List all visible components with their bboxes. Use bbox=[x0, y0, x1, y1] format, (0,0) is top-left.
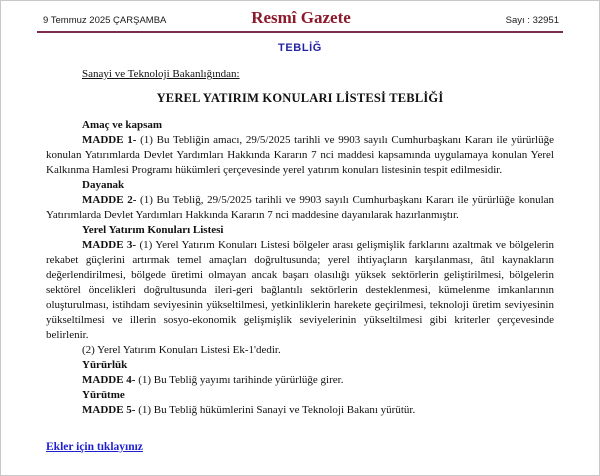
attachments-link[interactable]: Ekler için tıklayınız bbox=[46, 441, 143, 453]
article-label-madde-4: MADDE 4- bbox=[82, 374, 136, 386]
article-label-madde-1: MADDE 1- bbox=[82, 134, 137, 146]
document-title: YEREL YATIRIM KONULARI LİSTESİ TEBLİĞİ bbox=[156, 91, 444, 105]
article-madde-2 bbox=[46, 193, 554, 223]
article-madde-4 bbox=[46, 373, 554, 388]
article-madde-5 bbox=[46, 403, 554, 418]
article-madde-1 bbox=[46, 133, 554, 178]
article-madde-3-fikra-2: (2) Yerel Yatırım Konuları Listesi Ek-1'dedir. bbox=[82, 344, 281, 356]
article-label-madde-5: MADDE 5- bbox=[82, 404, 136, 416]
article-text-madde-5: (1) Bu Tebliğ hükümlerini Sanayi ve Teknoloji Bakanı yürütür. bbox=[138, 404, 416, 416]
issuer-line bbox=[46, 67, 554, 82]
article-madde-3 bbox=[46, 238, 554, 343]
article-text-madde-3: (1) Yerel Yatırım Konuları Listesi bölgeler arası gelişmişlik farklarını azaltmak ve bölgelerin rekabet güçlerini artırmak temel amaçları doğrultusunda; yerel ihtiyaçların karşılanması, âtıl kaynakların değerlendirilmesi, bölgede üretimi olmayan ancak başarı olasılığı yüksek sektörlerin geliştirilmesi, bölgelerin sektörel öncelikleri doğrultusunda ileri-geri bağlantılı sektörlerin desteklenmesi, kümelenme imkanlarının oluşturulması, istihdam seviyesinin yükseltilmesi, yetkinliklerin harekete geçirilmesi, teknoloji üretim seviyesinin yükseltilmesi ve illerin sosyo-ekonomik gelişmişlik seviyelerinin yükseltilmesi gibi kriterler çerçevesinde belirlenir. bbox=[46, 239, 554, 341]
issuer-name: Sanayi ve Teknoloji Bakanlığından: bbox=[82, 68, 240, 80]
gazette-date: 9 Temmuz 2025 ÇARŞAMBA bbox=[43, 15, 167, 26]
heading-dayanak: Dayanak bbox=[82, 179, 125, 191]
article-label-madde-2: MADDE 2- bbox=[82, 194, 137, 206]
gazette-masthead bbox=[1, 1, 599, 28]
document-body bbox=[1, 54, 599, 455]
section-label-teblig: TEBLİĞ bbox=[278, 42, 322, 54]
heading-yurutme: Yürütme bbox=[82, 389, 125, 401]
article-text-madde-2: (1) Bu Tebliğ, 29/5/2025 tarihli ve 9903 sayılı Cumhurbaşkanı Kararı ile yürürlüğe konulan Yatırımlarda Devlet Yardımları Hakkında Kararın 7 nci maddesine dayanılarak hazırlanmıştır. bbox=[46, 194, 555, 221]
gazette-issue-number: Sayı : 32951 bbox=[505, 15, 559, 26]
article-text-madde-4: (1) Bu Tebliğ yayımı tarihinde yürürlüğe girer. bbox=[138, 374, 344, 386]
heading-amac-ve-kapsam: Amaç ve kapsam bbox=[82, 119, 163, 131]
heading-yerel-yatirim-konulari-listesi: Yerel Yatırım Konuları Listesi bbox=[82, 224, 224, 236]
masthead-divider bbox=[37, 31, 563, 33]
article-text-madde-1: (1) Bu Tebliğin amacı, 29/5/2025 tarihli ve 9903 sayılı Cumhurbaşkanı Kararı ile yürürlüğe konulan Yatırımlarda Devlet Yardımları Hakkında Kararın 7 nci maddesi kapsamında uygulamaya konulan Yerel Kalkınma Hamlesi Programı hükümleri çerçevesinde yerel yatırım konuları listesinin tespit edilmesidir. bbox=[46, 134, 554, 176]
heading-yururluk: Yürürlük bbox=[82, 359, 128, 371]
gazette-title: Resmî Gazete bbox=[251, 8, 351, 27]
article-label-madde-3: MADDE 3- bbox=[82, 239, 137, 251]
